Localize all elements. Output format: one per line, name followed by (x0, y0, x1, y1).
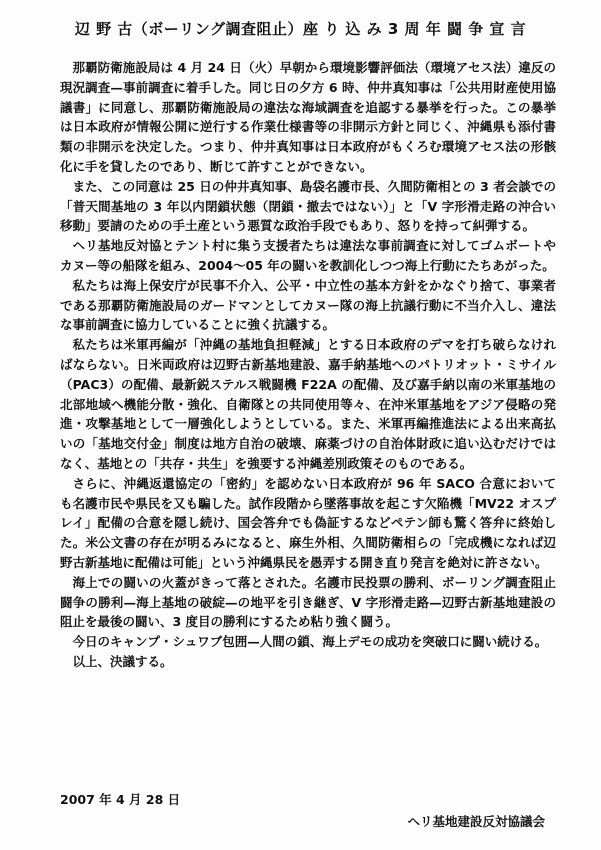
paragraph: また、この同意は 25 日の仲井真知事、島袋名護市長、久間防衛相との 3 者会談での「普天間基地の 3 年以内閉鎖状態（閉鎖・撤去ではない）」と「V 字形滑走路の沖合い移動」要請のための手土産という悪質な政治手段でもあり、怒りを持って糾弾する。 (60, 178, 556, 234)
paragraph: 私たちは米軍再編が「沖縄の基地負担軽減」とする日本政府のデマを打ち破らなければならない。日米両政府は辺野古新基地建設、嘉手納基地へのパトリオット・ミサイル（PAC3）の配備、最新鋭ステルス戦闘機 F22A の配備、及び嘉手納以南の米軍基地の北部地域へ機能分散・強化、自衛隊との共同使用等々、在沖米軍基地をアジア侵略の発進・攻撃基地として一層強化しようとしている。また、米軍再編推進法による出来高払いの「基地交付金」制度は地方自治の破壊、麻薬づけの自治体財政に追い込むだけではなく、基地との「共存・共生」を強要する沖縄差別政策そのものである。 (60, 337, 556, 471)
document-title: 辺 野 古（ボーリング調査阻止）座 り 込 み 3 周 年 闘 争 宣 言 (74, 20, 527, 38)
paragraph: 以上、決議する。 (72, 653, 173, 669)
organization-signature: ヘリ基地建設反対協議会 (407, 814, 545, 829)
paragraph: 私たちは海上保安庁が民事不介入、公平・中立性の基本方針をかなぐり捨て、事業者である那覇防衛施設局のガードマンとしてカヌー隊の海上抗議行動に不当介入し、違法な事前調査に協力していることに強く抗議する。 (60, 277, 556, 333)
paragraph: ヘリ基地反対協とテント村に集う支援者たちは違法な事前調査に対してゴムボートやカヌー等の船隊を組み、2004～05 年の闘いを教訓化しつつ海上行動にたちあがった。 (60, 238, 556, 273)
paragraph: 今日のキャンプ・シュワブ包囲—人間の鎖、海上デモの成功を突破口に闘い続ける。 (72, 634, 548, 650)
paragraph: 那覇防衛施設局は 4 月 24 日（火）早朝から環境影響評価法（環境アセス法）違反の現況調査—事前調査に着手した。同じ日の夕方 6 時、仲井真知事は「公共用財産使用協議書」に同意し、那覇防衛施設局の違法な海域調査を追認する暴挙を行った。この暴挙は日本政府が情報公開に逆行する作業仕様書等の非開示方針と同じく、沖縄県も添付書類の非開示を決定した。つまり、仲井真知事は日本政府がもくろむ環境アセス法の形骸化に手を貸したのであり、断じて許すことができない。 (60, 60, 556, 174)
paragraph: さらに、沖縄返還協定の「密約」を認めない日本政府が 96 年 SACO 合意においても名護市民や県民を又も騙した。試作段階から墜落事故を起こす欠陥機「MV22 オスプレイ」配備の合意を隠し続け、国会答弁でも偽証するなどペテン師も驚く答弁に終始した。米公文書の存在が明るみになると、麻生外相、久間防衛相らの「完成機になれば辺野古新基地に配備は可能」という沖縄県民を愚弄する開き直り発言を絶対に許さない。 (60, 475, 556, 570)
declaration-date: 2007 年 4 月 28 日 (60, 792, 181, 807)
paragraph: 海上での闘いの火蓋がきって落とされた。名護市民投票の勝利、ボーリング調査阻止闘争の勝利—海上基地の破綻—の地平を引き継ぎ、V 字形滑走路—辺野古新基地建設の阻止を最後の闘い、3 度目の勝利にするため粘り強く闘う。 (60, 574, 556, 630)
declaration-body (60, 58, 556, 672)
